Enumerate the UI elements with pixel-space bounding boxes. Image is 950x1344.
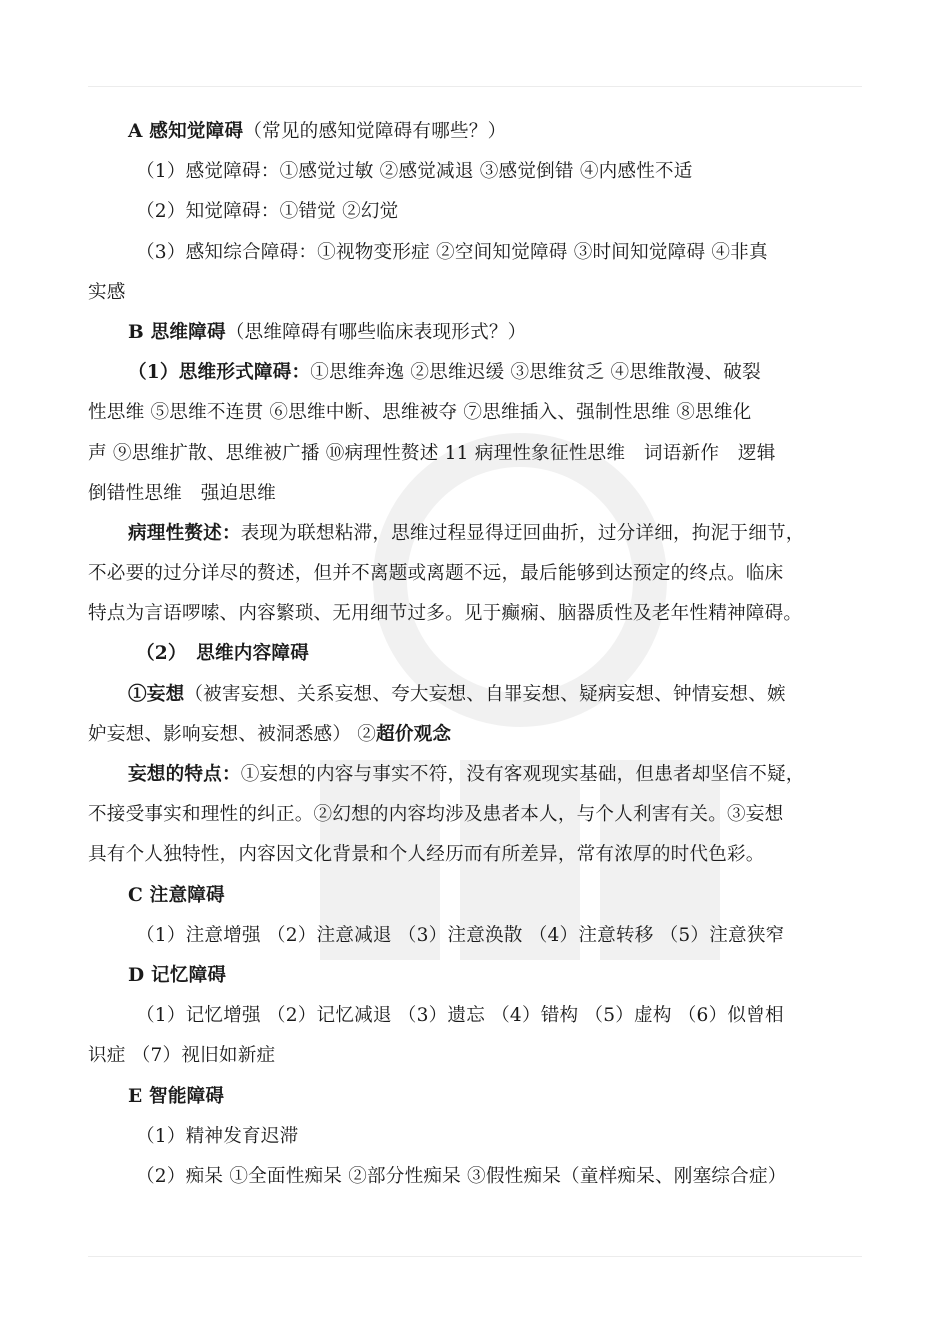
text-line	[88, 1077, 878, 1117]
header-rule	[88, 86, 862, 87]
text-run: （1）精神发育迟滞	[136, 1125, 299, 1147]
text-run: ①思维奔逸 ②思维迟缓 ③思维贫乏 ④思维散漫、破裂	[310, 362, 761, 384]
text-run: 声 ⑨思维扩散、思维被广播 ⑩病理性赘述 11 病理性象征性思维 词语新作 逻辑	[88, 442, 776, 464]
text-run: 妒妄想、影响妄想、被洞悉感） ②	[88, 723, 377, 745]
text-run: （思维障碍有哪些临床表现形式？）	[225, 321, 527, 343]
bold-text: B 思维障碍	[128, 321, 226, 343]
text-line	[88, 192, 878, 232]
text-line	[88, 233, 878, 273]
text-run: 识症 （7）视旧如新症	[88, 1045, 276, 1067]
text-run: 倒错性思维 强迫思维	[88, 482, 276, 504]
text-line	[88, 594, 878, 634]
text-line	[88, 353, 878, 393]
text-line	[88, 715, 878, 755]
text-line	[88, 1117, 878, 1157]
text-line	[88, 835, 878, 875]
text-line	[88, 755, 878, 795]
text-run: 表现为联想粘滞，思维过程显得迂回曲折，过分详细，拘泥于细节，	[240, 522, 805, 544]
text-run: 实感	[88, 281, 126, 303]
text-line	[88, 112, 878, 152]
text-line	[88, 1036, 878, 1076]
footer-rule	[88, 1256, 862, 1257]
bold-text: 妄想的特点：	[128, 764, 241, 785]
text-line	[88, 554, 878, 594]
text-run: （2）知觉障碍：①错觉 ②幻觉	[136, 201, 399, 223]
bold-text: 超价观念	[376, 723, 452, 745]
bold-text: ①妄想	[128, 683, 185, 705]
text-line	[88, 152, 878, 192]
text-run: （1）注意增强 （2）注意减退 （3）注意涣散 （4）注意转移 （5）注意狭窄	[136, 924, 785, 946]
document-body	[88, 112, 878, 1197]
bold-text: （1）思维形式障碍：	[128, 362, 311, 384]
text-line	[88, 634, 878, 674]
text-run: （被害妄想、关系妄想、夸大妄想、自罪妄想、疑病妄想、钟情妄想、嫉	[184, 683, 786, 705]
text-line	[88, 675, 878, 715]
text-run: 不接受事实和理性的纠正。②幻想的内容均涉及患者本人，与个人利害有关。③妄想	[88, 804, 784, 826]
bold-text: E 智能障碍	[128, 1085, 225, 1107]
text-line	[88, 514, 878, 554]
bold-text: D 记忆障碍	[128, 964, 227, 986]
text-line	[88, 1157, 878, 1197]
text-line	[88, 876, 878, 916]
bold-text: 病理性赘述：	[128, 522, 241, 544]
text-line	[88, 956, 878, 996]
text-run: （1）感觉障碍：①感觉过敏 ②感觉减退 ③感觉倒错 ④内感性不适	[136, 161, 693, 183]
text-line	[88, 393, 878, 433]
bold-text: （2） 思维内容障碍	[136, 643, 309, 665]
text-run: 具有个人独特性，内容因文化背景和个人经历而有所差异，常有浓厚的时代色彩。	[88, 844, 765, 866]
text-line	[88, 996, 878, 1036]
text-line	[88, 474, 878, 514]
text-line	[88, 313, 878, 353]
text-run: （1）记忆增强 （2）记忆减退 （3）遗忘 （4）错构 （5）虚构 （6）似曾相	[136, 1005, 784, 1027]
text-run: 性思维 ⑤思维不连贯 ⑥思维中断、思维被夺 ⑦思维插入、强制性思维 ⑧思维化	[88, 402, 752, 424]
text-run: ①妄想的内容与事实不符，没有客观现实基础，但患者却坚信不疑，	[240, 764, 805, 785]
text-run: （2）痴呆 ①全面性痴呆 ②部分性痴呆 ③假性痴呆（童样痴呆、刚塞综合症）	[136, 1165, 787, 1187]
text-run: （3）感知综合障碍：①视物变形症 ②空间知觉障碍 ③时间知觉障碍 ④非真	[136, 241, 768, 263]
text-run: 特点为言语啰嗦、内容繁琐、无用细节过多。见于癫痫、脑器质性及老年性精神障碍。	[88, 603, 803, 625]
bold-text: C 注意障碍	[128, 884, 225, 906]
text-line	[88, 916, 878, 956]
text-line	[88, 434, 878, 474]
text-line	[88, 795, 878, 835]
text-line	[88, 273, 878, 313]
text-run: 不必要的过分详尽的赘述，但并不离题或离题不远，最后能够到达预定的终点。临床	[88, 563, 784, 585]
bold-text: A 感知觉障碍	[128, 121, 244, 142]
text-run: （常见的感知觉障碍有哪些？）	[243, 121, 507, 142]
